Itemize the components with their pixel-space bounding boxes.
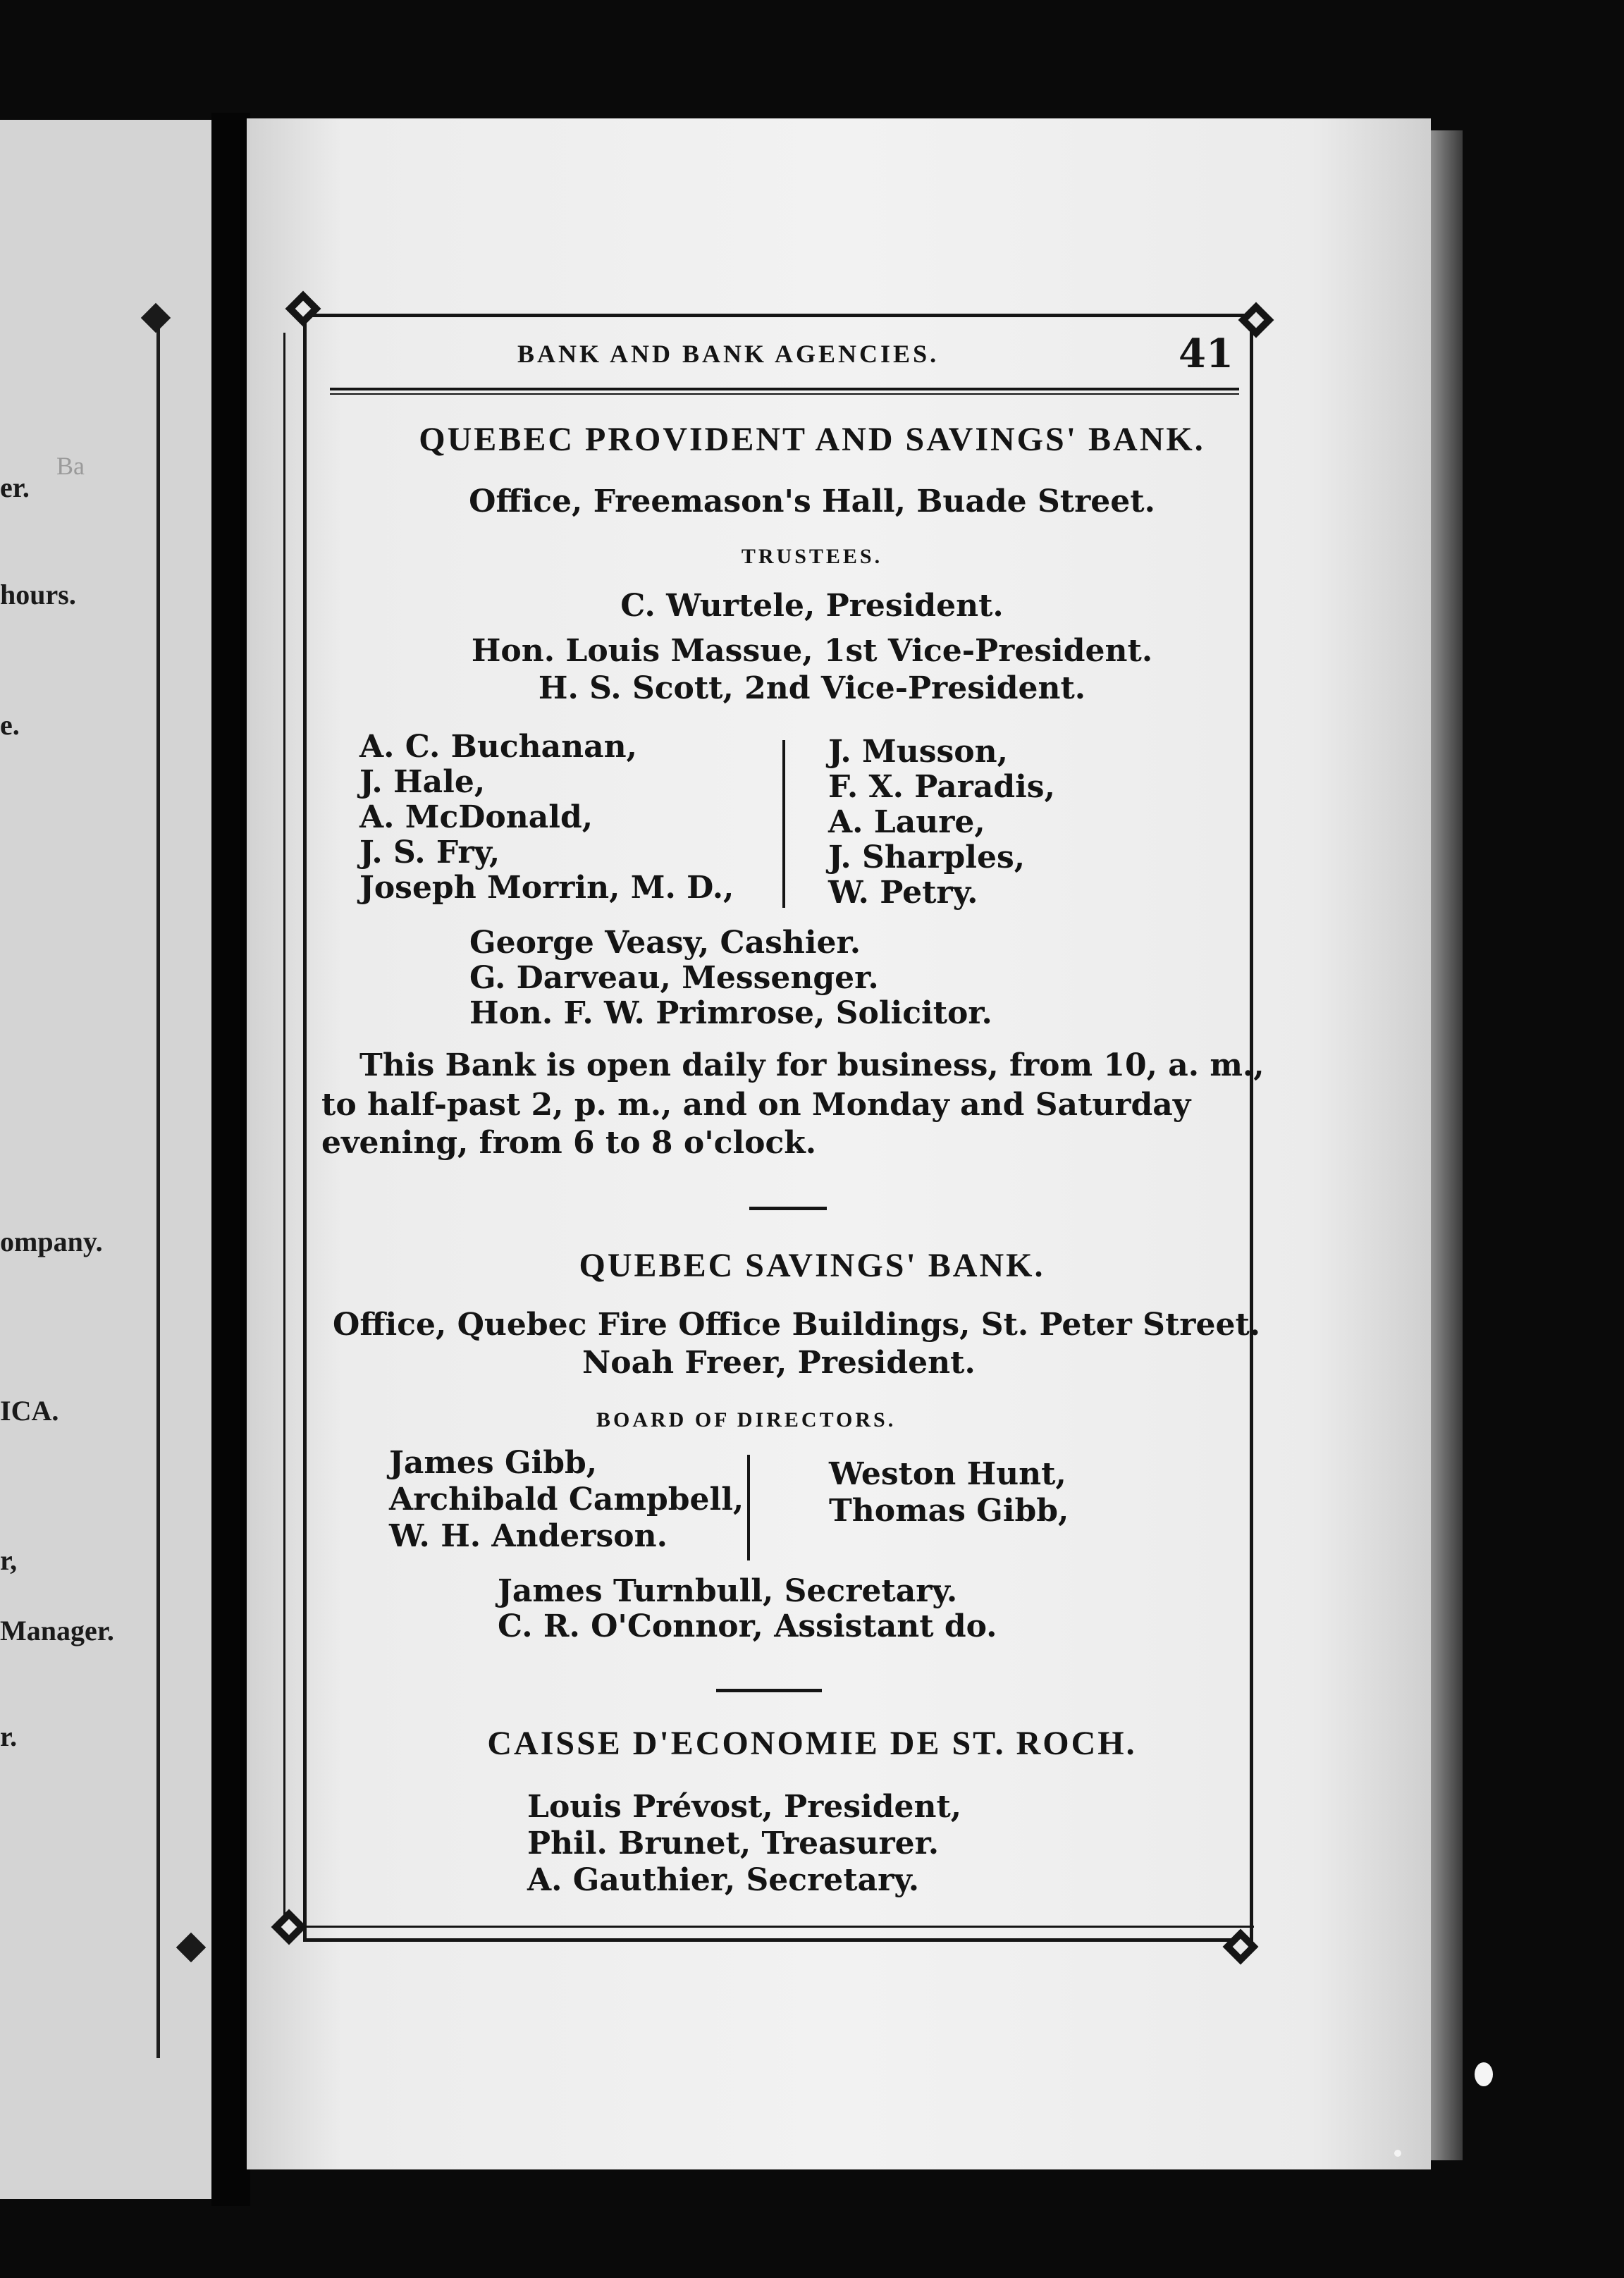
office-address: Office, Quebec Fire Office Buildings, St. Peter Street.	[333, 1307, 1261, 1343]
trustee-name: A. McDonald,	[359, 799, 593, 835]
officer-line: Hon. Louis Massue, 1st Vice-President.	[471, 633, 1153, 669]
running-head: BANK AND BANK AGENCIES.	[517, 340, 940, 368]
trustee-name: W. Petry.	[828, 875, 978, 911]
directors-heading: BOARD OF DIRECTORS.	[596, 1408, 897, 1432]
office-address: Office, Freemason's Hall, Buade Street.	[469, 484, 1155, 519]
officer-line: Louis Prévost, President,	[527, 1789, 962, 1825]
trustee-name: J. Hale,	[359, 764, 486, 800]
trustee-name: A. C. Buchanan,	[359, 729, 637, 765]
film-speck	[1475, 2062, 1493, 2086]
section-title: QUEBEC PROVIDENT AND SAVINGS' BANK.	[419, 421, 1205, 458]
facing-page-text: r.	[0, 1720, 18, 1752]
header-rule	[330, 388, 1239, 390]
director-name: James Gibb,	[389, 1445, 598, 1481]
trustee-name: J. Sharples,	[828, 839, 1026, 875]
column-divider	[782, 740, 785, 908]
staff-line: George Veasy, Cashier.	[469, 925, 861, 961]
film-speck	[1394, 2150, 1401, 2157]
trustee-name: J. S. Fry,	[359, 835, 500, 870]
president-line: Noah Freer, President.	[582, 1345, 976, 1381]
staff-line: James Turnbull, Secretary.	[498, 1573, 958, 1609]
hours-text: to half-past 2, p. m., and on Monday and Saturday	[321, 1087, 1191, 1123]
facing-page-text: ompany.	[0, 1226, 103, 1257]
hours-text: This Bank is open daily for business, from 10, a. m.,	[359, 1047, 1265, 1083]
facing-page-text: ICA.	[0, 1395, 59, 1427]
staff-line: G. Darveau, Messenger.	[469, 960, 879, 996]
section-title: QUEBEC SAVINGS' BANK.	[579, 1247, 1045, 1284]
trustee-name: A. Laure,	[828, 804, 985, 840]
facing-page-text: er.	[0, 472, 30, 503]
section-divider	[749, 1207, 827, 1210]
trustee-name: F. X. Paradis,	[828, 769, 1055, 805]
director-name: Weston Hunt,	[829, 1456, 1066, 1492]
facing-page-text: e.	[0, 709, 20, 741]
header-rule-thin	[330, 393, 1239, 395]
staff-line: Hon. F. W. Primrose, Solicitor.	[469, 995, 992, 1031]
officer-line: A. Gauthier, Secretary.	[527, 1862, 920, 1898]
trustee-name: Joseph Morrin, M. D.,	[359, 870, 734, 906]
page-number: 41	[1179, 331, 1234, 377]
officer-line: C. Wurtele, President.	[620, 588, 1004, 624]
section-title: CAISSE D'ECONOMIE DE ST. ROCH.	[487, 1725, 1137, 1762]
director-name: W. H. Anderson.	[389, 1518, 668, 1554]
facing-page-text: Ba	[56, 452, 85, 480]
director-name: Thomas Gibb,	[829, 1493, 1069, 1529]
officer-line: Phil. Brunet, Treasurer.	[527, 1826, 940, 1861]
facing-page-text: hours.	[0, 579, 76, 610]
hours-text: evening, from 6 to 8 o'clock.	[321, 1125, 817, 1161]
director-name: Archibald Campbell,	[389, 1482, 744, 1517]
officer-line: H. S. Scott, 2nd Vice-President.	[538, 670, 1086, 706]
trustees-heading: TRUSTEES.	[741, 545, 883, 568]
facing-page-text: r,	[0, 1544, 18, 1576]
facing-page-text: Manager.	[0, 1615, 114, 1646]
section-divider	[716, 1689, 822, 1692]
column-divider	[747, 1455, 750, 1560]
trustee-name: J. Musson,	[828, 734, 1008, 770]
staff-line: C. R. O'Connor, Assistant do.	[498, 1608, 997, 1644]
